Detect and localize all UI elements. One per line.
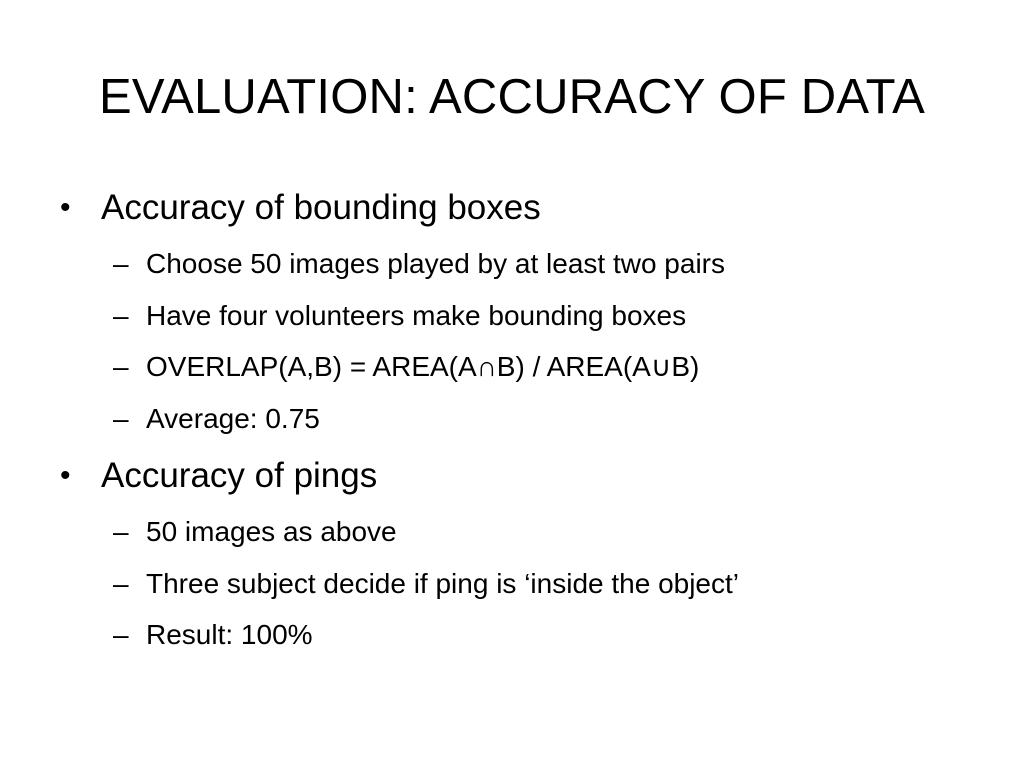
dash-icon: – xyxy=(113,516,129,547)
dash-icon: – xyxy=(113,299,129,331)
slide-title: EVALUATION: ACCURACY OF DATA xyxy=(98,70,926,124)
sub-item-text: Average: 0.75 xyxy=(146,402,320,434)
sub-item-text: Three subject decide if ping is ‘inside the object’ xyxy=(146,567,740,599)
sub-item xyxy=(58,506,998,558)
dash-icon: – xyxy=(113,402,129,434)
sub-item xyxy=(58,558,998,610)
sub-item-text: Result: 100% xyxy=(146,619,313,650)
bullet-icon: • xyxy=(60,191,71,224)
dash-icon: – xyxy=(113,351,129,382)
bullet-item xyxy=(58,448,998,504)
dash-icon: – xyxy=(113,619,129,650)
sub-item xyxy=(58,341,998,393)
bullet-text: Accuracy of pings xyxy=(101,456,378,495)
sub-list xyxy=(58,238,998,444)
slide-content xyxy=(58,180,998,665)
sub-item-text: OVERLAP(A,B) = AREA(A∩B) / AREA(A∪B) xyxy=(146,351,700,382)
dash-icon: – xyxy=(113,248,129,279)
sub-item-text: 50 images as above xyxy=(146,516,397,547)
sub-item xyxy=(58,609,998,661)
sub-item-text: Choose 50 images played by at least two pairs xyxy=(146,248,725,279)
sub-item-text: Have four volunteers make bounding boxes xyxy=(146,299,687,331)
sub-item xyxy=(58,238,998,290)
sub-item xyxy=(58,290,998,342)
bullet-item xyxy=(58,180,998,236)
sub-item xyxy=(58,393,998,445)
sub-list xyxy=(58,506,998,661)
bullet-icon: • xyxy=(60,459,71,492)
bullet-text: Accuracy of bounding boxes xyxy=(101,188,541,227)
dash-icon: – xyxy=(113,567,129,599)
